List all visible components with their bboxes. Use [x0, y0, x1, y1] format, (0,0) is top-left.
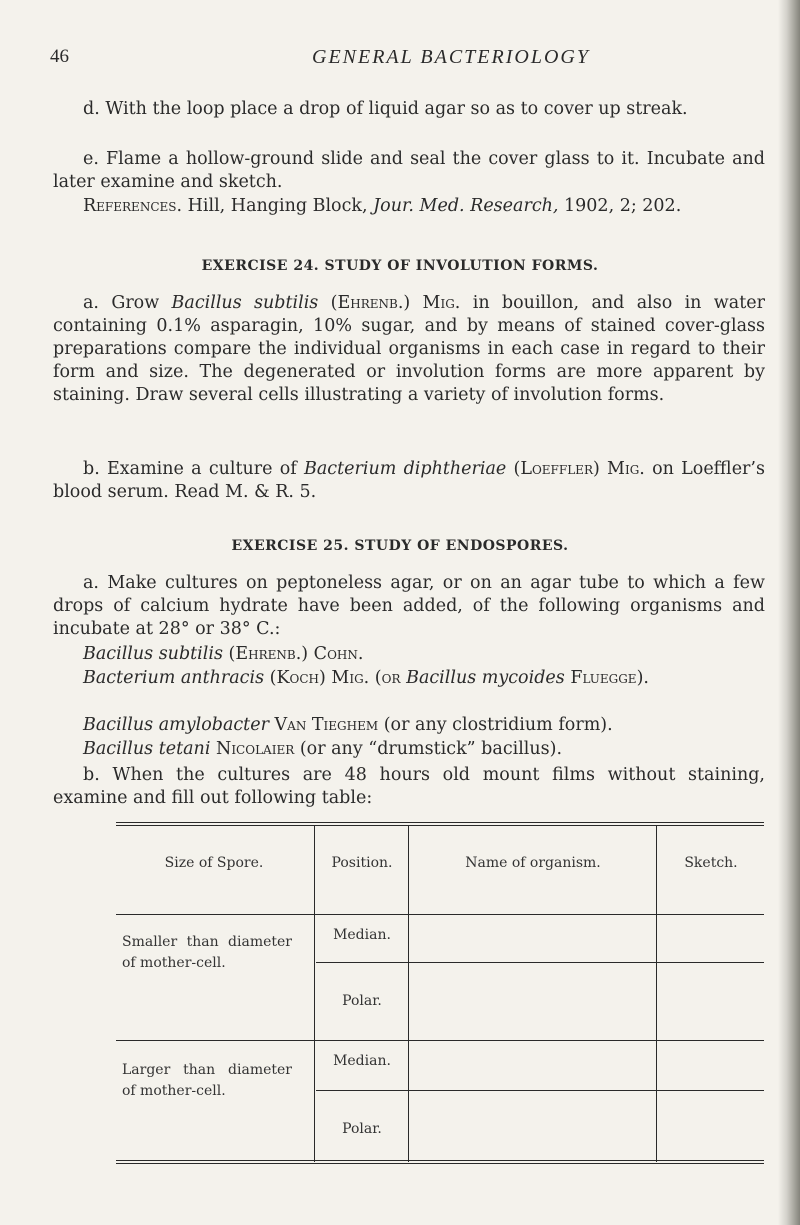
organism-name: Bacillus amylobacter	[83, 715, 269, 735]
ex24-b-organism: Bacterium diphtheriae	[304, 459, 507, 479]
organism-authority-alt: Fluegge).	[570, 668, 649, 688]
page-edge-shadow	[778, 0, 800, 1225]
table-header-name: Name of organism.	[465, 855, 601, 871]
table-size-larger: Larger than diameter of mother-cell.	[122, 1062, 292, 1099]
table-header-size: Size of Spore.	[164, 855, 264, 871]
references-journal: Jour. Med. Research,	[373, 196, 559, 216]
table-top-rule	[116, 822, 764, 823]
table-position-median: Median.	[333, 927, 391, 943]
ex24-b-rest: on Loeffler’s blood serum. Read M. & R. 5.	[53, 459, 765, 502]
table-bottom-rule-inner	[116, 1163, 764, 1164]
group-divider	[116, 1040, 764, 1041]
page-header	[50, 46, 770, 76]
references-paragraph	[53, 195, 765, 218]
paragraph-d	[53, 98, 765, 121]
exercise-25-heading: EXERCISE 25. STUDY OF ENDOSPORES.	[231, 538, 569, 554]
organism-authority: (Koch) Mig. (or	[269, 668, 401, 688]
table-position-median: Median.	[333, 1053, 391, 1069]
ex24-a-rest: in bouillon, and also in water containing 0.1% asparagin, 10% sugar, and by means of stained cover-glass preparations compare the individual organisms in each case in regard to their form and size. The degenerated or involution forms are more apparent by staining. Draw several cells illustrating a variety of involution forms.	[53, 293, 765, 405]
exercise-24-paragraph-b	[53, 458, 765, 504]
page-number: 46	[50, 46, 69, 67]
organism-name: Bacillus tetani	[83, 739, 211, 759]
table-size-smaller: Smaller than diameter of mother-cell.	[122, 934, 292, 971]
organism-name-alt: Bacillus mycoides	[406, 668, 565, 688]
references-text: Hill, Hanging Block,	[187, 196, 368, 216]
organism-item	[83, 738, 763, 761]
paragraph-e-text: e. Flame a hollow-ground slide and seal the cover glass to it. Incubate and later examine and sketch.	[53, 149, 765, 192]
column-divider	[656, 826, 657, 1162]
ex25-b-text: b. When the cultures are 48 hours old mount films without staining, examine and fill out following table:	[53, 765, 765, 808]
ex24-a-organism: Bacillus subtilis	[171, 293, 319, 313]
row-divider	[316, 1090, 764, 1091]
organism-authority: Van Tieghem	[274, 715, 379, 735]
organism-authority: (Ehrenb.) Cohn.	[228, 644, 364, 664]
organism-item	[83, 714, 763, 737]
organism-name: Bacillus subtilis	[83, 644, 223, 664]
organism-item	[83, 643, 763, 666]
paragraph-d-text: d. With the loop place a drop of liquid agar so as to cover up streak.	[83, 99, 688, 119]
spore-table	[116, 822, 764, 1167]
row-divider	[316, 962, 764, 963]
column-divider	[314, 826, 315, 1162]
ex25-a-text: a. Make cultures on peptoneless agar, or on an agar tube to which a few drops of calcium hydrate have been added, of the following organisms and incubate at 28° or 38° C.:	[53, 573, 765, 639]
organism-authority: Nicolaier	[216, 739, 295, 759]
ex24-b-prefix: b. Examine a culture of	[83, 459, 297, 479]
organism-item	[53, 667, 733, 690]
references-tail: 1902, 2; 202.	[564, 196, 682, 216]
table-position-polar: Polar.	[342, 993, 382, 1009]
table-top-rule-inner	[116, 825, 764, 826]
references-label: References.	[83, 196, 183, 216]
ex24-a-authority: (Ehrenb.) Mig.	[330, 293, 461, 313]
exercise-25-paragraph-b	[53, 764, 765, 810]
exercise-24-paragraph-a	[53, 292, 765, 407]
organism-note: (or any clostridium form).	[383, 715, 613, 735]
ex24-b-authority: (Loeffler) Mig.	[513, 459, 645, 479]
table-bottom-rule	[116, 1160, 764, 1161]
table-header-position: Position.	[331, 855, 393, 871]
table-header-sketch: Sketch.	[684, 855, 738, 871]
header-divider	[116, 914, 764, 915]
organism-name: Bacterium anthracis	[83, 668, 265, 688]
table-position-polar: Polar.	[342, 1121, 382, 1137]
ex24-a-prefix: a. Grow	[83, 293, 160, 313]
exercise-24-heading: EXERCISE 24. STUDY OF INVOLUTION FORMS.	[201, 258, 599, 274]
exercise-25-paragraph-a	[53, 572, 765, 641]
column-divider	[408, 826, 409, 1162]
paragraph-e	[53, 148, 765, 194]
organism-note: (or any “drumstick” bacillus).	[299, 739, 563, 759]
running-title: GENERAL BACTERIOLOGY	[312, 46, 590, 68]
